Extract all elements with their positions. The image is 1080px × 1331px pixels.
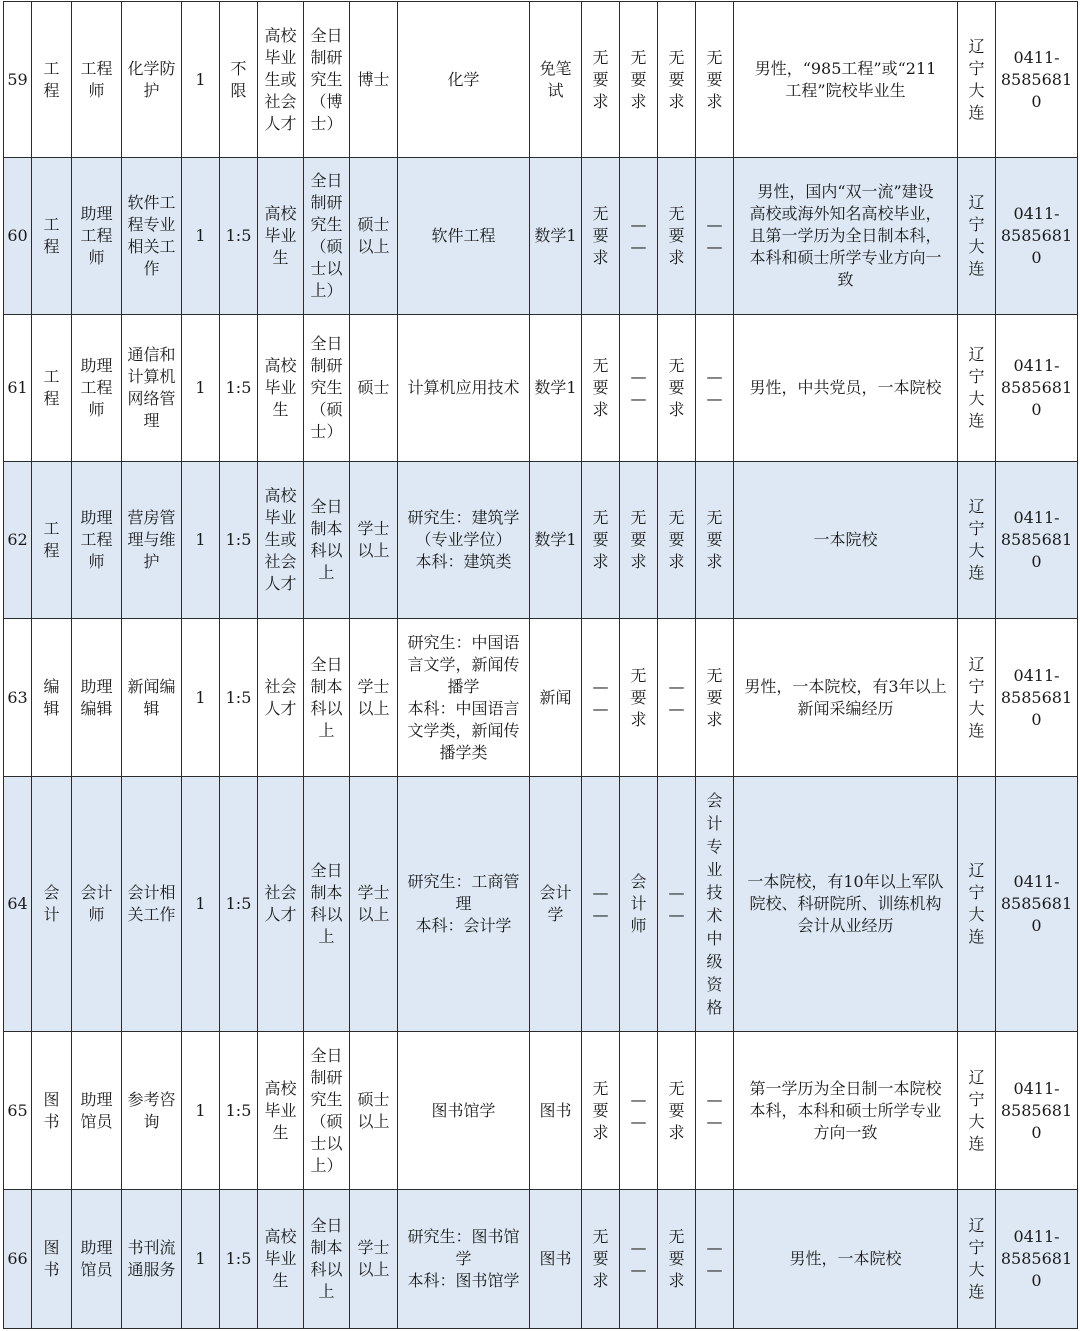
requirement-cell-3: — —: [658, 619, 696, 777]
source-cell: 高校 毕业 生: [258, 315, 304, 462]
row-number: 65: [4, 1032, 32, 1190]
major-cell: 图书馆学: [398, 1032, 530, 1190]
other-requirements-cell: 第一学历为全日制一本院校 本科，本科和硕士所学专业 方向一致: [734, 1032, 958, 1190]
requirement-cell-3: 无 要 求: [658, 2, 696, 158]
degree-cell: 学士 以上: [350, 619, 398, 777]
other-requirements-cell: 男性，一本院校: [734, 1190, 958, 1329]
exam-cell: 会计 学: [530, 777, 582, 1032]
count-cell: 1: [182, 462, 220, 619]
location-cell: 辽 宁 大 连: [958, 777, 996, 1032]
requirement-cell-2: 无 要 求: [620, 619, 658, 777]
major-cell: 化学: [398, 2, 530, 158]
requirement-cell-2: 会 计 师: [620, 777, 658, 1032]
row-number: 60: [4, 158, 32, 315]
degree-cell: 硕士 以上: [350, 158, 398, 315]
exam-cell: 图书: [530, 1032, 582, 1190]
table-row: [4, 158, 1078, 315]
phone-cell: 0411- 8585681 0: [996, 315, 1078, 462]
requirement-cell-3: — —: [658, 777, 696, 1032]
phone-cell: 0411- 8585681 0: [996, 462, 1078, 619]
requirement-cell-4: — —: [696, 1190, 734, 1329]
phone-cell: 0411- 8585681 0: [996, 619, 1078, 777]
degree-cell: 博士: [350, 2, 398, 158]
major-cell: 研究生：工商管 理 本科：会计学: [398, 777, 530, 1032]
requirement-cell-4: — —: [696, 1032, 734, 1190]
phone-cell: 0411- 8585681 0: [996, 1190, 1078, 1329]
other-requirements-cell: 男性，“985工程”或“211 工程”院校毕业生: [734, 2, 958, 158]
count-cell: 1: [182, 1032, 220, 1190]
title-cell: 助理 工程 师: [72, 462, 122, 619]
other-requirements-cell: 男性，国内“双一流”建设 高校或海外知名高校毕业， 且第一学历为全日制本科， 本科和硕士所学专业方向一 致: [734, 158, 958, 315]
table-row: [4, 1190, 1078, 1329]
ratio-cell: 不 限: [220, 2, 258, 158]
exam-cell: 数学1: [530, 315, 582, 462]
position-cell: 软件工 程专业 相关工 作: [122, 158, 182, 315]
requirement-cell-1: — —: [582, 619, 620, 777]
degree-cell: 硕士: [350, 315, 398, 462]
requirement-cell-1: 无 要 求: [582, 462, 620, 619]
table-row: [4, 462, 1078, 619]
source-cell: 高校 毕业 生或 社会 人才: [258, 2, 304, 158]
major-cell: 研究生：建筑学 （专业学位） 本科：建筑类: [398, 462, 530, 619]
ratio-cell: 1:5: [220, 158, 258, 315]
exam-cell: 数学1: [530, 158, 582, 315]
position-cell: 通信和 计算机 网络管 理: [122, 315, 182, 462]
requirement-cell-2: — —: [620, 158, 658, 315]
degree-cell: 学士 以上: [350, 1190, 398, 1329]
row-number: 64: [4, 777, 32, 1032]
title-cell: 助理 馆员: [72, 1190, 122, 1329]
education-cell: 全日 制研 究生 （硕 士以 上）: [304, 158, 350, 315]
requirement-cell-3: 无 要 求: [658, 315, 696, 462]
requirement-cell-1: — —: [582, 777, 620, 1032]
row-number: 62: [4, 462, 32, 619]
source-cell: 高校 毕业 生或 社会 人才: [258, 462, 304, 619]
requirement-cell-2: — —: [620, 315, 658, 462]
degree-cell: 学士 以上: [350, 462, 398, 619]
education-cell: 全日 制研 究生 （硕 士）: [304, 315, 350, 462]
position-cell: 营房管 理与维 护: [122, 462, 182, 619]
requirement-cell-1: 无 要 求: [582, 1032, 620, 1190]
exam-cell: 图书: [530, 1190, 582, 1329]
requirement-cell-2: 无 要 求: [620, 462, 658, 619]
exam-cell: 新闻: [530, 619, 582, 777]
requirement-cell-4: — —: [696, 315, 734, 462]
ratio-cell: 1:5: [220, 1032, 258, 1190]
location-cell: 辽 宁 大 连: [958, 315, 996, 462]
category-cell: 会 计: [32, 777, 72, 1032]
requirement-cell-2: — —: [620, 1032, 658, 1190]
row-number: 66: [4, 1190, 32, 1329]
requirement-cell-4: — —: [696, 158, 734, 315]
position-cell: 书刊流 通服务: [122, 1190, 182, 1329]
count-cell: 1: [182, 315, 220, 462]
position-cell: 会计相 关工作: [122, 777, 182, 1032]
source-cell: 高校 毕业 生: [258, 1190, 304, 1329]
table-row: [4, 315, 1078, 462]
major-cell: 计算机应用技术: [398, 315, 530, 462]
count-cell: 1: [182, 158, 220, 315]
requirement-cell-1: 无 要 求: [582, 158, 620, 315]
degree-cell: 硕士 以上: [350, 1032, 398, 1190]
exam-cell: 免笔 试: [530, 2, 582, 158]
category-cell: 图 书: [32, 1032, 72, 1190]
major-cell: 研究生：中国语 言文学，新闻传 播学 本科：中国语言 文学类，新闻传 播学类: [398, 619, 530, 777]
count-cell: 1: [182, 777, 220, 1032]
requirement-cell-3: 无 要 求: [658, 1190, 696, 1329]
requirement-cell-3: 无 要 求: [658, 462, 696, 619]
other-requirements-cell: 男性，一本院校，有3年以上 新闻采编经历: [734, 619, 958, 777]
title-cell: 工程 师: [72, 2, 122, 158]
ratio-cell: 1:5: [220, 1190, 258, 1329]
requirement-cell-4: 会 计 专 业 技 术 中 级 资 格: [696, 777, 734, 1032]
source-cell: 高校 毕业 生: [258, 1032, 304, 1190]
category-cell: 工 程: [32, 462, 72, 619]
table-row: [4, 2, 1078, 158]
requirement-cell-4: 无 要 求: [696, 619, 734, 777]
category-cell: 工 程: [32, 158, 72, 315]
phone-cell: 0411- 8585681 0: [996, 2, 1078, 158]
location-cell: 辽 宁 大 连: [958, 2, 996, 158]
requirement-cell-3: 无 要 求: [658, 1032, 696, 1190]
table-row: [4, 1032, 1078, 1190]
other-requirements-cell: 一本院校: [734, 462, 958, 619]
row-number: 61: [4, 315, 32, 462]
education-cell: 全日 制本 科以 上: [304, 777, 350, 1032]
category-cell: 图 书: [32, 1190, 72, 1329]
requirement-cell-3: 无 要 求: [658, 158, 696, 315]
education-cell: 全日 制研 究生 （博 士）: [304, 2, 350, 158]
requirement-cell-2: 无 要 求: [620, 2, 658, 158]
ratio-cell: 1:5: [220, 462, 258, 619]
other-requirements-cell: 一本院校，有10年以上军队 院校、科研院所、训练机构 会计从业经历: [734, 777, 958, 1032]
count-cell: 1: [182, 1190, 220, 1329]
job-table: [3, 1, 1078, 1329]
table-row: [4, 777, 1078, 1032]
education-cell: 全日 制本 科以 上: [304, 619, 350, 777]
position-cell: 新闻编 辑: [122, 619, 182, 777]
major-cell: 研究生：图书馆 学 本科：图书馆学: [398, 1190, 530, 1329]
education-cell: 全日 制研 究生 （硕 士以 上）: [304, 1032, 350, 1190]
title-cell: 助理 工程 师: [72, 158, 122, 315]
requirement-cell-1: 无 要 求: [582, 315, 620, 462]
row-number: 59: [4, 2, 32, 158]
phone-cell: 0411- 8585681 0: [996, 1032, 1078, 1190]
source-cell: 高校 毕业 生: [258, 158, 304, 315]
source-cell: 社会 人才: [258, 619, 304, 777]
education-cell: 全日 制本 科以 上: [304, 1190, 350, 1329]
title-cell: 助理 编辑: [72, 619, 122, 777]
category-cell: 工 程: [32, 2, 72, 158]
location-cell: 辽 宁 大 连: [958, 619, 996, 777]
location-cell: 辽 宁 大 连: [958, 158, 996, 315]
count-cell: 1: [182, 619, 220, 777]
requirement-cell-2: — —: [620, 1190, 658, 1329]
title-cell: 助理 工程 师: [72, 315, 122, 462]
table-row: [4, 619, 1078, 777]
location-cell: 辽 宁 大 连: [958, 1190, 996, 1329]
title-cell: 会计 师: [72, 777, 122, 1032]
education-cell: 全日 制本 科以 上: [304, 462, 350, 619]
ratio-cell: 1:5: [220, 315, 258, 462]
phone-cell: 0411- 8585681 0: [996, 158, 1078, 315]
location-cell: 辽 宁 大 连: [958, 462, 996, 619]
position-cell: 参考咨 询: [122, 1032, 182, 1190]
ratio-cell: 1:5: [220, 777, 258, 1032]
source-cell: 社会 人才: [258, 777, 304, 1032]
title-cell: 助理 馆员: [72, 1032, 122, 1190]
exam-cell: 数学1: [530, 462, 582, 619]
position-cell: 化学防 护: [122, 2, 182, 158]
other-requirements-cell: 男性，中共党员，一本院校: [734, 315, 958, 462]
ratio-cell: 1:5: [220, 619, 258, 777]
requirement-cell-1: 无 要 求: [582, 1190, 620, 1329]
requirement-cell-1: 无 要 求: [582, 2, 620, 158]
location-cell: 辽 宁 大 连: [958, 1032, 996, 1190]
count-cell: 1: [182, 2, 220, 158]
category-cell: 编 辑: [32, 619, 72, 777]
phone-cell: 0411- 8585681 0: [996, 777, 1078, 1032]
major-cell: 软件工程: [398, 158, 530, 315]
requirement-cell-4: 无 要 求: [696, 462, 734, 619]
requirement-cell-4: 无 要 求: [696, 2, 734, 158]
row-number: 63: [4, 619, 32, 777]
category-cell: 工 程: [32, 315, 72, 462]
degree-cell: 学士 以上: [350, 777, 398, 1032]
